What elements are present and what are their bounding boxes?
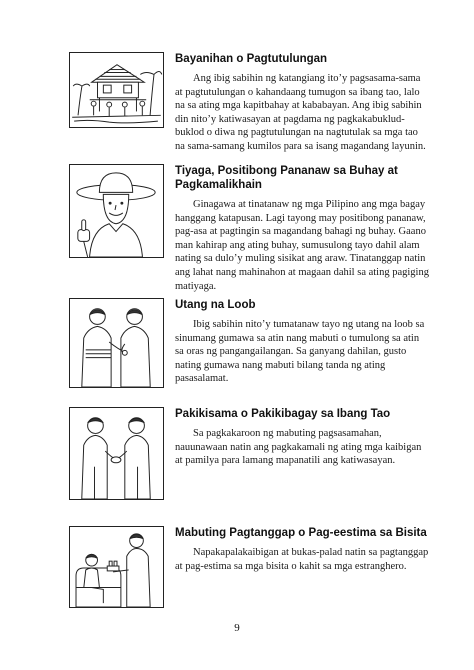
section-body: Sa pagkakaroon ng mabuting pagsasamahan, nauunawaan natin ang pagkakamali ng ating mga kaibigan at pamilya para lamang mapanatili ang katiwasayan. <box>175 428 422 467</box>
section-heading: Tiyaga, Positibong Pananaw sa Buhay at Pagkamalikhain <box>175 165 398 191</box>
smiling-farmer-illustration <box>69 164 164 258</box>
section-text <box>175 407 430 468</box>
section-text <box>175 526 430 573</box>
section-text <box>175 298 430 386</box>
section-body: Napakapalakaibigan at bukas-palad natin sa pagtanggap at pag-estima sa mga bisita o kahit sa mga estranghero. <box>175 547 429 572</box>
section-heading: Bayanihan o Pagtutulungan <box>175 53 328 65</box>
section-body: Ang ibig sabihin ng katangiang ito’y pagsasama-sama at pagtutulungan o kahandaang tumugon sa ibang tao, lalo na sa ating mga kapitbahay at kababayan. Ang ibig sabihin din nito’y katiwasayan at pagdama ng pagkakabuklud-buklod o diwa ng pagtutulungan na nagtutulak sa mga tao na sama-samang kumilos para sa isang magandang layunin. <box>175 73 426 152</box>
serving-guest-illustration <box>69 526 164 608</box>
section-text <box>175 52 430 154</box>
handshake-illustration <box>69 407 164 500</box>
page-number: 9 <box>234 622 240 634</box>
house-carrying-illustration <box>69 52 164 128</box>
section-text <box>175 164 430 293</box>
section-heading: Mabuting Pagtanggap o Pag-eestima sa Bisita <box>175 527 427 539</box>
section-body: Ginagawa at tinatanaw ng mga Pilipino ang mga bagay hanggang katapusan. Lagi tayong may positibong pananaw, pag-asa at pagtingin sa magandang bahagi ng buhay. Gaano man kahirap ang ating buhay, sumusulong tayo dahil alam nating sa dulo’y muling sisikat ang araw. Tinatanggap natin ang lahat nang mahinahon at magaan dahil sa ating pagiging matiyaga. <box>175 199 429 292</box>
section-heading: Utang na Loob <box>175 299 256 311</box>
section-body: Ibig sabihin nito’y tumatanaw tayo ng utang na loob sa sinumang gumawa sa atin nang mabuti o tumulong sa atin sa oras ng pangangailangan. Sa ganyang dahilan, gusto nating gumawa nang mabuti bilang tanda ng ating pasasalamat. <box>175 319 425 385</box>
section-heading: Pakikisama o Pakikibagay sa Ibang Tao <box>175 408 391 420</box>
two-men-exchange-illustration <box>69 298 164 388</box>
